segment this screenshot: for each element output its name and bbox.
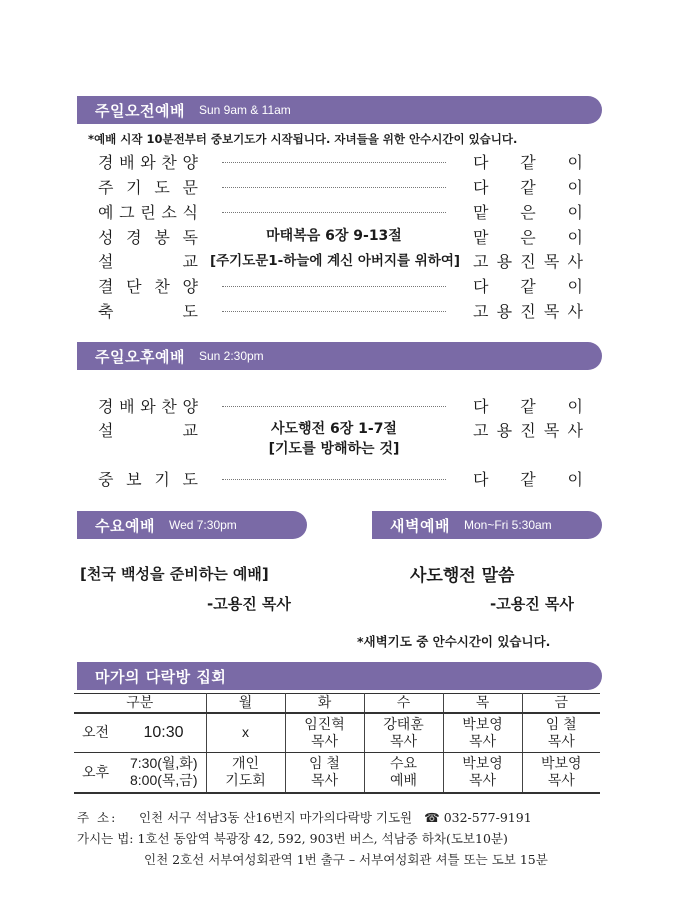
cell-line: 임 철 [545, 715, 577, 732]
morning-service-header [77, 96, 602, 124]
morning-order-leader-dots [222, 162, 446, 163]
cell-line: x [242, 724, 249, 741]
upper-room-title: 마가의 다락방 집회 [95, 667, 227, 686]
afternoon-order-label: 중 보 기 도 [98, 470, 198, 489]
morning-order-label: 축 도 [98, 302, 198, 321]
schedule-cell [206, 713, 285, 753]
afternoon-order-detail: 사도행전 6장 1-7절 [271, 421, 397, 437]
phone-icon: ☎ [424, 810, 440, 825]
upper-room-header [77, 662, 602, 690]
dawn-note: *새벽기도 중 안수시간이 있습니다. [357, 634, 551, 649]
morning-order-leader: 맡 은 이 [473, 228, 583, 247]
afternoon-order-leader: 다 같 이 [473, 397, 583, 416]
morning-time: 10:30 [143, 724, 184, 742]
morning-order-row [98, 200, 588, 224]
cell-line: 박보영 [462, 715, 503, 732]
schedule-afternoon-label [74, 753, 206, 793]
morning-order-leader: 고 용 진 목 사 [473, 252, 583, 271]
cell-line: 목사 [468, 772, 497, 789]
morning-order-leader: 다 같 이 [473, 277, 583, 296]
morning-order-label: 설 교 [98, 252, 198, 271]
afternoon-order-leader-dots [222, 406, 446, 407]
morning-order-row [98, 249, 588, 273]
schedule-cell [364, 713, 443, 753]
cell-line: 강태훈 [383, 715, 424, 732]
cell-line: 박보영 [540, 755, 582, 772]
schedule-morning-row [74, 713, 600, 753]
afternoon-time-1: 7:30(월,화) [129, 755, 198, 772]
schedule-header-thu: 목 [443, 694, 522, 713]
schedule-morning-label [74, 713, 206, 753]
cell-line: 목사 [547, 732, 575, 749]
schedule-cell [285, 753, 364, 793]
morning-order-row [98, 175, 588, 199]
schedule-header-mon: 월 [206, 694, 285, 713]
cell-line: 박보영 [462, 755, 503, 772]
cell-line: 임 철 [309, 755, 340, 772]
afternoon-order-label: 설 교 [98, 421, 198, 440]
footer-directions-line [77, 829, 508, 847]
morning-order-leader: 다 같 이 [473, 178, 583, 197]
schedule-cell [522, 753, 600, 793]
schedule-cell [443, 713, 522, 753]
morning-order-leader-dots [222, 187, 446, 188]
footer-directions-line-2: 인천 2호선 서부여성회관역 1번 출구 – 서부여성회관 셔틀 또는 도보 15분 [144, 852, 548, 867]
morning-order-row [98, 150, 588, 174]
schedule-cell [443, 753, 522, 793]
afternoon-times [130, 755, 198, 789]
schedule-afternoon-row [74, 753, 600, 793]
morning-order-row [98, 274, 588, 298]
afternoon-service-time: Sun 2:30pm [198, 349, 264, 363]
cell-line: 목사 [547, 772, 575, 789]
afternoon-order-leader-dots [222, 479, 446, 480]
schedule-cell [364, 753, 443, 793]
footer-address-line [77, 808, 532, 826]
morning-order-row [98, 299, 588, 323]
cell-line: 기도회 [225, 772, 266, 789]
wednesday-service-header [77, 511, 307, 539]
morning-service-time: Sun 9am & 11am [198, 103, 291, 117]
morning-order-detail: [주기도문1-하늘에 계신 아버지를 위하여] [209, 253, 461, 269]
schedule-header-tue: 화 [285, 694, 364, 713]
wednesday-service-title: 수요예배 [95, 516, 155, 535]
morning-order-row [98, 225, 588, 249]
dawn-preacher: -고용진 목사 [490, 595, 574, 613]
dawn-service-time: Mon~Fri 5:30am [463, 518, 552, 532]
morning-order-leader: 다 같 이 [473, 153, 583, 172]
wednesday-topic: [천국 백성을 준비하는 예배] [80, 565, 269, 583]
dawn-service-title: 새벽예배 [390, 516, 450, 535]
address-label: 주 소: [77, 810, 118, 825]
cell-line: 목사 [468, 732, 497, 749]
schedule-header-wed: 수 [364, 694, 443, 713]
morning-order-leader: 맡 은 이 [473, 203, 583, 222]
cell-line: 개인 [231, 755, 260, 772]
morning-order-label: 성 경 봉 독 [98, 228, 198, 247]
upper-room-schedule-table [74, 693, 600, 794]
afternoon-order-row [98, 418, 588, 457]
morning-order-leader: 고 용 진 목 사 [473, 302, 583, 321]
schedule-cell [206, 753, 285, 793]
morning-order-label: 예 그 린 소 식 [98, 203, 198, 222]
morning-order-leader-dots [222, 311, 446, 312]
cell-line: 수요 [389, 755, 418, 772]
cell-line: 목사 [310, 772, 339, 789]
address-text: 인천 서구 석남3동 산16번지 마가의다락방 기도원 [138, 810, 413, 825]
afternoon-time-2: 8:00(목,금) [129, 772, 198, 789]
morning-period: 오전 [82, 724, 110, 741]
cell-line: 임진혁 [304, 715, 345, 732]
directions-label: 가시는 법: [77, 831, 134, 846]
morning-service-title: 주일오전예배 [95, 101, 185, 120]
phone-number: 032-577-9191 [443, 810, 532, 825]
cell-line: 목사 [310, 732, 339, 749]
afternoon-service-header [77, 342, 602, 370]
afternoon-order-label: 경 배 와 찬 양 [98, 397, 198, 416]
dawn-topic: 사도행전 말씀 [410, 566, 515, 586]
directions-text-1: 1호선 동암역 북광장 42, 592, 903번 버스, 석남중 하차(도보10분) [137, 831, 508, 846]
afternoon-order-leader: 다 같 이 [473, 470, 583, 489]
wednesday-preacher: -고용진 목사 [207, 595, 291, 613]
morning-note: *예배 시작 10분전부터 중보기도가 시작됩니다. 자녀들을 위한 안수시간이 있습니다. [88, 132, 518, 146]
schedule-cell [285, 713, 364, 753]
cell-line: 목사 [389, 732, 418, 749]
cell-line: 예배 [389, 772, 418, 789]
afternoon-order-detail-2: [기도를 방해하는 것] [268, 441, 400, 457]
wednesday-service-time: Wed 7:30pm [168, 518, 237, 532]
afternoon-order-row [98, 394, 588, 418]
schedule-cell [522, 713, 600, 753]
morning-order-leader-dots [222, 286, 446, 287]
afternoon-service-title: 주일오후예배 [95, 347, 185, 366]
morning-order-leader-dots [222, 212, 446, 213]
schedule-header-category: 구분 [74, 694, 206, 713]
schedule-header-fri: 금 [522, 694, 600, 713]
afternoon-order-row [98, 467, 588, 491]
dawn-service-header [372, 511, 602, 539]
morning-order-label: 결 단 찬 양 [98, 277, 198, 296]
morning-order-label: 경 배 와 찬 양 [98, 153, 198, 172]
morning-order-detail: 마태복음 6장 9-13절 [266, 228, 402, 244]
afternoon-period: 오후 [82, 763, 110, 780]
morning-order-label: 주 기 도 문 [98, 178, 198, 197]
afternoon-order-leader: 고 용 진 목 사 [473, 421, 583, 440]
schedule-header-row [74, 694, 600, 713]
